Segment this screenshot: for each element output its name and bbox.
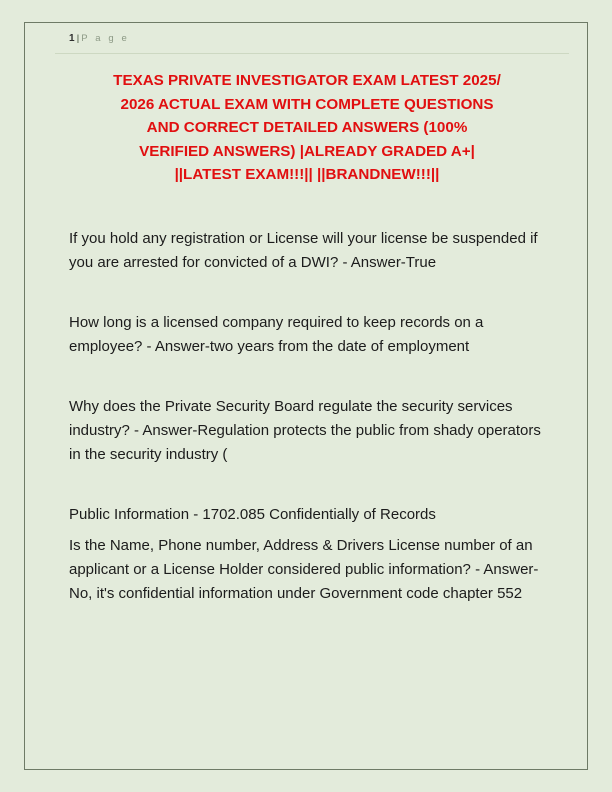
document-title-line: AND CORRECT DETAILED ANSWERS (100% (146, 119, 468, 136)
heading-public-information: Public Information - 1702.085 Confidentially of Records (69, 505, 436, 523)
qa-block-dwi-suspension: If you hold any registration or License will your license be suspended if you are arrested for convicted of a DWI? - Answer-True (69, 229, 538, 271)
document-content (69, 69, 545, 606)
page-header (69, 33, 129, 45)
qa-block-why-regulate: Why does the Private Security Board regulate the security services industry? - Answer-Regulation protects the public from shady operators in the security industry ( (69, 397, 541, 463)
document-title-line: VERIFIED ANSWERS) |ALREADY GRADED A+| (139, 142, 475, 160)
qa-block-record-retention: How long is a licensed company required to keep records on a employee? - Answer-two years from the date of employment (69, 313, 484, 355)
document-title-line: 2026 ACTUAL EXAM WITH COMPLETE QUESTIONS (120, 95, 494, 113)
document-title (69, 69, 545, 187)
document-title-line: TEXAS PRIVATE INVESTIGATOR EXAM LATEST 2025/ (113, 72, 501, 89)
header-divider (55, 53, 569, 54)
page-header-label: P a g e (81, 33, 130, 44)
document-title-line: ||LATEST EXAM!!!|| ||BRANDNEW!!!|| (174, 166, 440, 183)
qa-block-public-information: Is the Name, Phone number, Address & Drivers License number of an applicant or a License Holder considered public information? - Answer-No, it's confidential information under Government code chapter 552 (69, 536, 539, 602)
page-header-separator: | (76, 33, 80, 44)
page-number: 1 (69, 33, 75, 44)
document-page (24, 22, 588, 770)
title-body-spacer (69, 187, 545, 227)
